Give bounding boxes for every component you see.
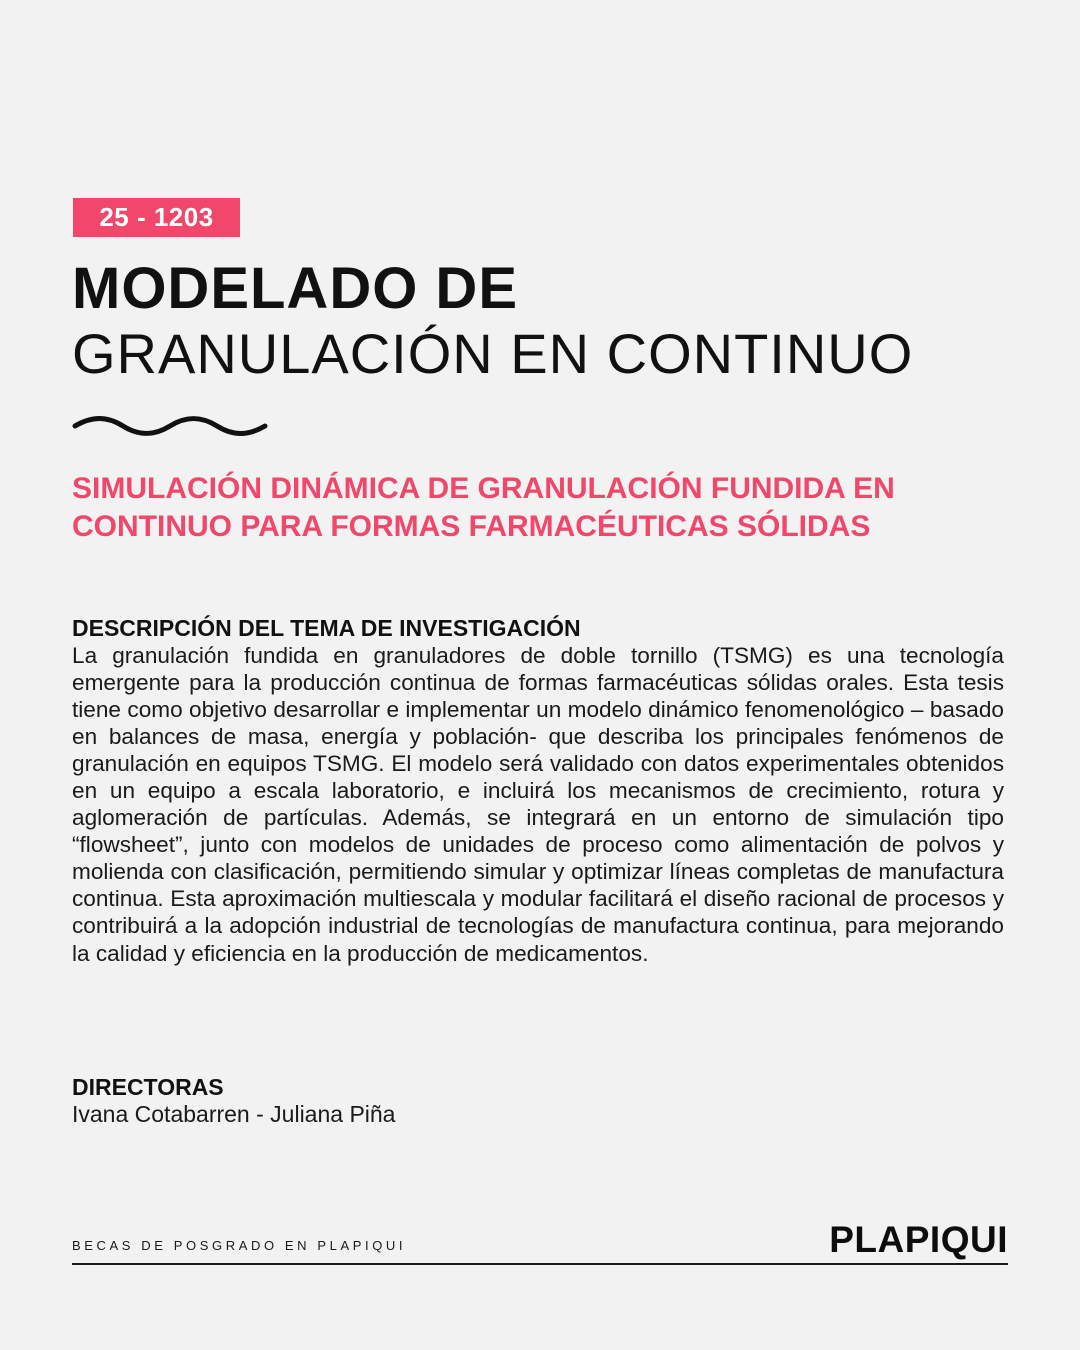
directors-heading: DIRECTORAS — [72, 1074, 224, 1100]
page-title-line-1: MODELADO DE — [72, 256, 518, 321]
footer-divider — [72, 1263, 1008, 1265]
directors-names: Ivana Cotabarren - Juliana Piña — [72, 1101, 396, 1127]
description-heading: DESCRIPCIÓN DEL TEMA DE INVESTIGACIÓN — [72, 615, 581, 641]
wave-divider-icon — [72, 412, 268, 440]
research-subtitle: SIMULACIÓN DINÁMICA DE GRANULACIÓN FUNDIDA EN CONTINUO PARA FORMAS FARMACÉUTICAS SÓLIDAS — [72, 472, 895, 543]
plapiqui-logo: PLAPIQUI — [829, 1219, 1008, 1260]
page-title-line-2: GRANULACIÓN EN CONTINUO — [72, 322, 914, 385]
project-code-badge: 25 - 1203 — [73, 198, 240, 237]
program-label: BECAS DE POSGRADO EN PLAPIQUI — [72, 1238, 407, 1253]
description-body: La granulación fundida en granuladores de doble tornillo (TSMG) es una tecnología emergente para la producción continua de formas farmacéuticas sólidas orales. Esta tesis tiene como objetivo desarrollar e implementar un modelo dinámico fenomenológico – basado en balances de masa, energía y población- que describa los principales fenómenos de granulación en equipos TSMG. El modelo será validado con datos experimentales obtenidos en un equipo a escala laboratorio, e incluirá los mecanismos de crecimiento, rotura y aglomeración de partículas. Además, se integrará en un entorno de simulación tipo “flowsheet”, junto con modelos de unidades de proceso como alimentación de polvos y molienda con clasificación, permitiendo simular y optimizar líneas completas de manufactura continua. Esta aproximación multiescala y modular facilitará el diseño racional de procesos y contribuirá a la adopción industrial de tecnologías de manufactura continua, para mejorando la calidad y eficiencia en la producción de medicamentos. — [72, 643, 1004, 966]
